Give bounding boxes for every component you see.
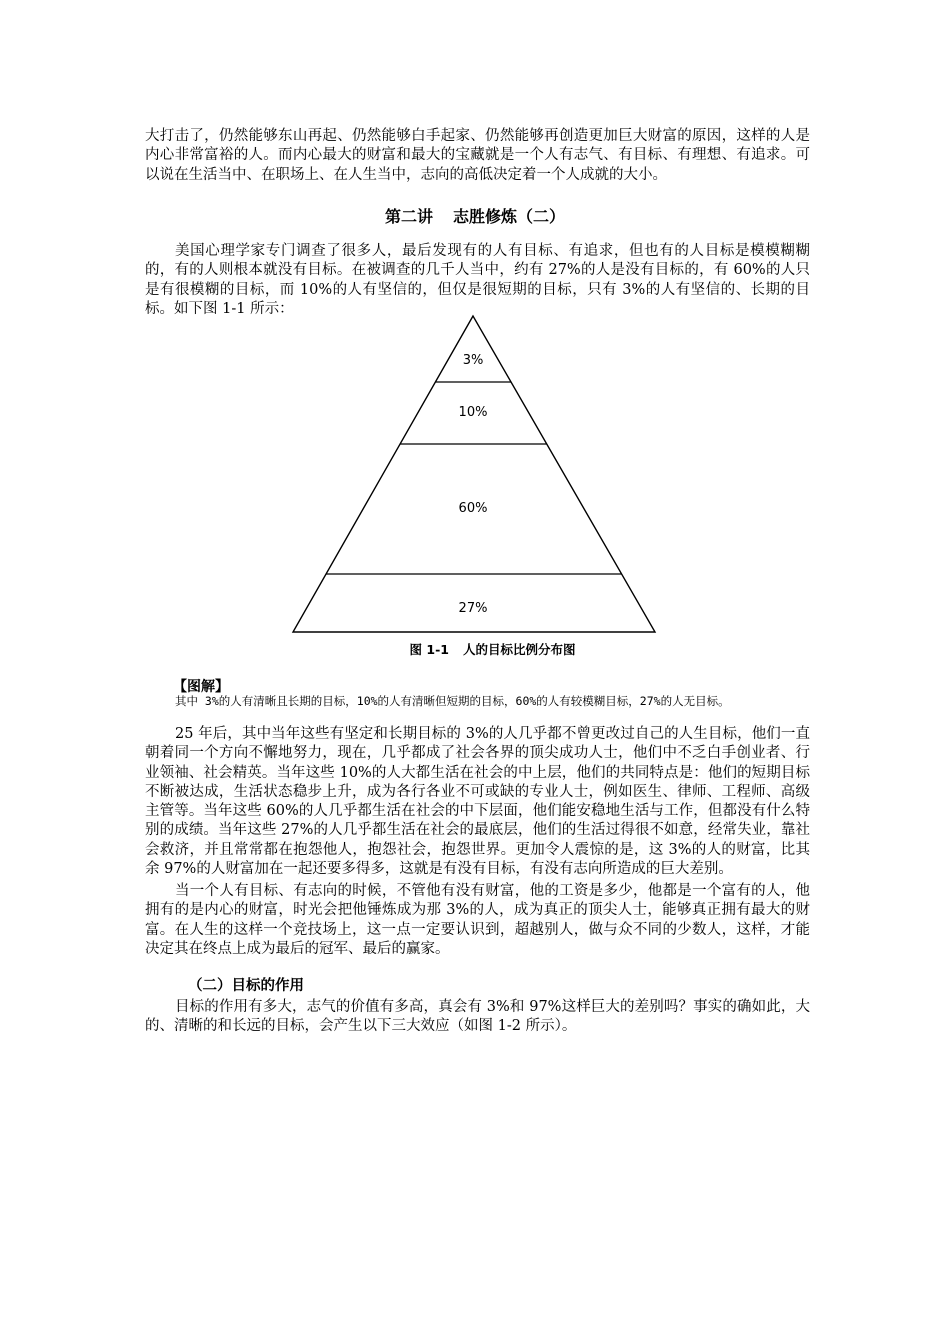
- pyramid-level-label-10pct: 10%: [458, 405, 488, 420]
- figure-caption-title: 人的目标比例分布图: [462, 642, 576, 657]
- tujie-label: 【图解】: [173, 679, 229, 695]
- figure-caption-number: 图 1-1: [409, 642, 449, 657]
- section-heading: [0, 204, 950, 227]
- pyramid-level-label-27pct: 27%: [458, 601, 488, 616]
- subheading-goal-effect: （二）目标的作用: [188, 978, 304, 994]
- goal-pyramid-chart: [290, 312, 658, 636]
- paragraph-rich: 当一个人有目标、有志向的时候，不管他有没有财富，他的工资是多少，他都是一个富有的人，他拥有的是内心的财富，时光会把他锤炼成为那 3%的人，成为真正的顶尖人士，能够真正拥有最大的财富。在人生的这样一个竞技场上，这一点一定要认识到，超越别人，做与众不同的少数人，这样，才能决定其在终点上成为最后的冠军、最后的赢家。: [145, 883, 810, 957]
- pyramid-level-label-3pct: 3%: [462, 353, 484, 368]
- survey-paragraph: 美国心理学家专门调查了很多人，最后发现有的人有目标、有追求，但也有的人目标是模模糊糊的，有的人则根本就没有目标。在被调查的几千人当中，约有 27%的人是没有目标的，有 60%的人只是有很模糊的目标，而 10%的人有坚信的，但仅是很短期的目标，只有 3%的人有坚信的、长期的目标。如下图 1-1 所示：: [145, 243, 810, 317]
- tujie-text: 其中 3%的人有清晰且长期的目标，10%的人有清晰但短期的目标，60%的人有较模糊目标，27%的人无目标。: [175, 694, 730, 708]
- pyramid-level-label-60pct: 60%: [458, 501, 488, 516]
- section-heading-number: 第二讲: [384, 207, 433, 226]
- intro-paragraph: 大打击了，仍然能够东山再起、仍然能够白手起家、仍然能够再创造更加巨大财富的原因，这样的人是内心非常富裕的人。而内心最大的财富和最大的宝藏就是一个人有志气、有目标、有理想、有追求。可以说在生活当中、在职场上、在人生当中，志向的高低决定着一个人成就的大小。: [145, 128, 810, 183]
- paragraph-25-years: 25 年后，其中当年这些有坚定和长期目标的 3%的人几乎都不曾更改过自己的人生目标，他们一直朝着同一个方向不懈地努力，现在，几乎都成了社会各界的顶尖成功人士，他们中不乏白手创业者、行业领袖、社会精英。当年这些 10%的人大都生活在社会的中上层，他们的共同特点是：他们的短期目标不断被达成，生活状态稳步上升，成为各行各业不可或缺的专业人士，例如医生、律师、工程师、高级主管等。当年这些 60%的人几乎都生活在社会的中下层面，他们能安稳地生活与工作，但都没有什么特别的成绩。当年这些 27%的人几乎都生活在社会的最底层，他们的生活过得很不如意，经常失业，靠社会救济，并且常常都在抱怨他人，抱怨社会，抱怨世界。更加令人震惊的是，这 3%的人的财富，比其余 97%的人财富加在一起还要多得多，这就是有没有目标，有没有志向所造成的巨大差别。: [145, 726, 810, 878]
- figure-caption: [0, 640, 950, 658]
- paragraph-effect: 目标的作用有多大，志气的价值有多高，真会有 3%和 97%这样巨大的差别吗？事实的确如此，大的、清晰的和长远的目标，会产生以下三大效应（如图 1-2 所示）。: [145, 999, 810, 1035]
- section-heading-title: 志胜修炼（二）: [453, 207, 566, 226]
